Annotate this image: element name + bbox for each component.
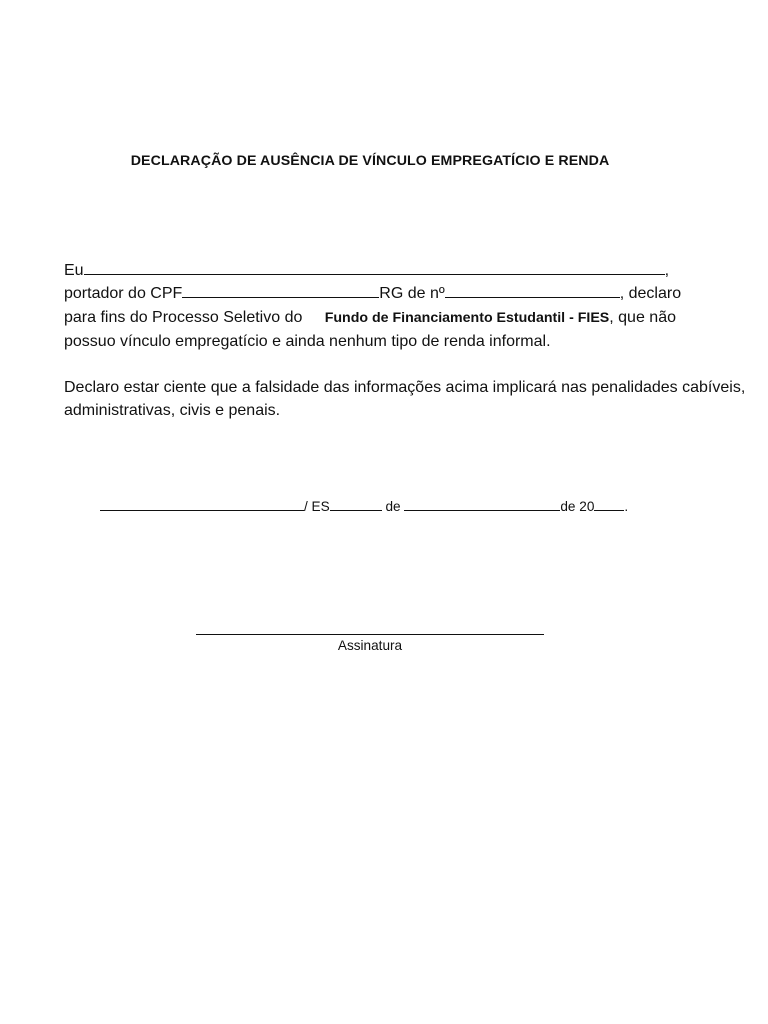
cpf-label: portador do CPF — [64, 285, 183, 302]
cpf-blank — [182, 282, 379, 298]
eu-label: Eu — [64, 262, 84, 279]
month-blank — [404, 495, 560, 511]
declaration-line-name — [64, 259, 676, 283]
awareness-line-2: administrativas, civis e penais. — [64, 402, 281, 419]
es-label: / ES — [304, 499, 330, 514]
declaration-line-documents — [64, 282, 682, 306]
declaration-line-purpose — [64, 306, 676, 330]
eu-comma: , — [664, 262, 670, 279]
year-prefix: de 20 — [560, 499, 595, 514]
year-blank — [594, 495, 624, 511]
name-blank — [84, 259, 665, 275]
day-blank — [330, 495, 382, 511]
que-nao-text: , que não — [609, 309, 676, 326]
de-label: de — [385, 499, 401, 514]
signature-line — [196, 634, 544, 635]
date-line — [100, 495, 660, 514]
signature-label: Assinatura — [337, 638, 403, 653]
declaration-line-statement: possuo vínculo empregatício e ainda nenhum tipo de renda informal. — [64, 333, 551, 350]
rg-blank — [445, 282, 620, 298]
date-period: . — [624, 499, 629, 514]
declaro-label: , declaro — [619, 285, 682, 302]
rg-label: RG de nº — [379, 285, 445, 302]
para-fins-text: para fins do Processo Seletivo do — [64, 309, 303, 326]
page-title: DECLARAÇÃO DE AUSÊNCIA DE VÍNCULO EMPREGATÍCIO E RENDA — [130, 153, 610, 169]
city-blank — [100, 495, 304, 511]
awareness-line-1: Declaro estar ciente que a falsidade das informações acima implicará nas penalidades cabíveis, — [64, 379, 746, 396]
fies-program-name: Fundo de Financiamento Estudantil - FIES — [324, 310, 610, 326]
